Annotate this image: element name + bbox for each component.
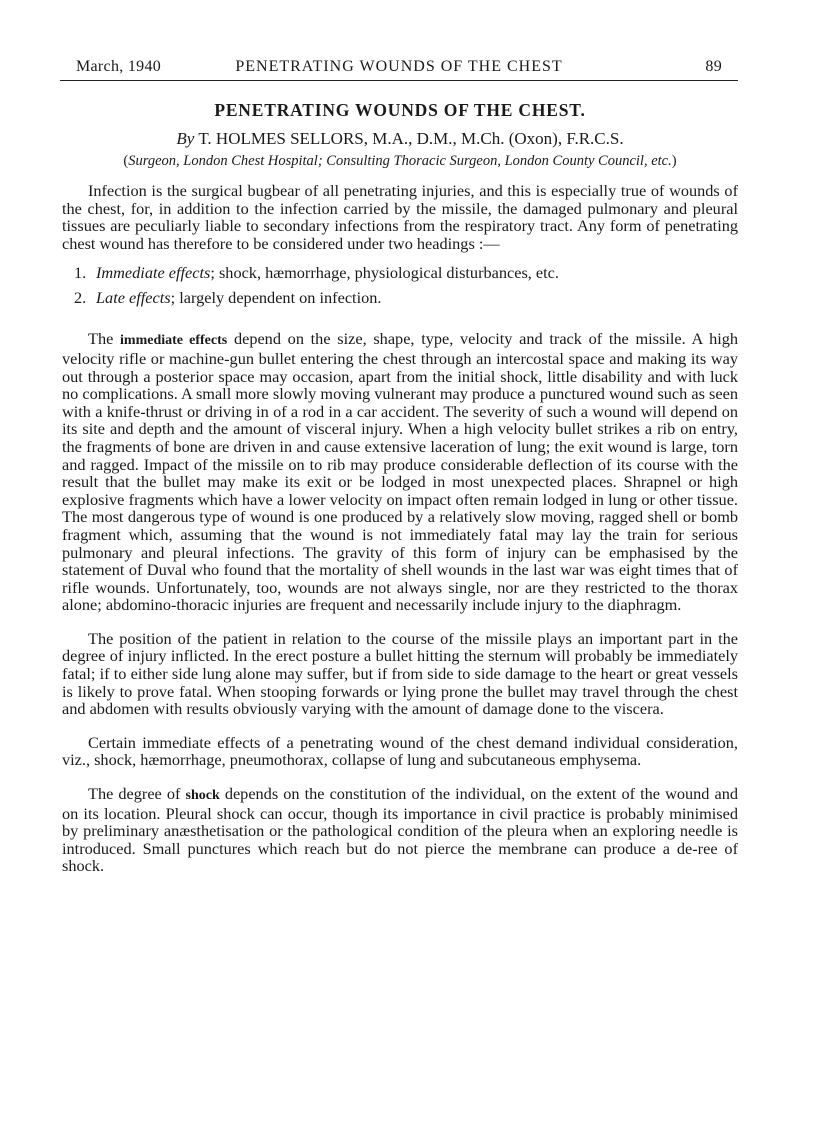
effects-list (62, 260, 738, 310)
article-body (62, 100, 738, 875)
list-item (62, 260, 738, 285)
list-text: ; largely dependent on infection. (170, 288, 382, 308)
individual-consideration-paragraph: Certain immediate effects of a penetrating wound of the chest demand individual consideration, viz., shock, hæmorrhage, pneumothorax, collapse of lung and subcutaneous emphysema. (62, 732, 738, 770)
list-number: 2. (74, 288, 87, 308)
author-affiliation: (Surgeon, London Chest Hospital; Consulting Thoracic Surgeon, London County Council, etc.) (123, 153, 677, 169)
affiliation-text: Surgeon, London Chest Hospital; Consulting Thoracic Surgeon, London County Council, etc. (128, 153, 672, 169)
issue-date: March, 1940 (76, 58, 162, 75)
patient-position-paragraph: The position of the patient in relation to the course of the missile plays an important part in the degree of injury inflicted. In the erect posture a bullet hitting the sternum will probably be immediately fatal; if to either side lung alone may suffer, but if from side to side damage to the heart or great vessels is likely to prove fatal. When stooping forwards or lying prone the bullet may travel through the chest and abdomen with results obviously varying with the amount of damage done to the viscera. (62, 628, 738, 719)
bold-term: immediate effects (120, 333, 228, 349)
list-number: 1. (74, 263, 87, 283)
list-term: Immediate effects (96, 263, 211, 283)
paragraph-text: depend on the size, shape, type, velocity and track of the missile. A high velocity rifle or machine-gun bullet entering the chest through an intercostal space and making its way out through a posterior space may occasion, apart from the initial shock, little disability and with luck no complications. A small more slowly moving vulnerant may produce a punctured wound such as seen with a knife-thrust or driving in of a rod in a car accident. The severity of such a wound will depend on its site and depth and the amount of visceral injury. When a high velocity bullet strikes a rib on entry, the fragments of bone are driven in and cause extensive laceration of lung; the exit wound is large, torn and ragged. Impact of the missile on to rib may produce considerable deflection of its course with the result that the bullet may make its exit or be lodged in most unexpected places. Shrapnel or high explosive fragments which have a lower velocity on impact often remain lodged in lung or other tissue. The most dangerous type of wound is one produced by a relatively slow moving, ragged shell or bomb fragment which, assuming that the wound is not immediately fatal may lay the train for serious pulmonary and pleural infections. The gravity of this form of injury can be emphasised by the statement of Duval who found that the mortality of shell wounds in the last war was eight times that of rifle wounds. Unfortunately, too, wounds are not always single, nor are they restricted to the thorax alone; abdomino-thoracic injuries are frequent and necessarily include injury to the diaphragm. (62, 329, 739, 615)
list-item (62, 285, 738, 310)
running-title: PENETRATING WOUNDS OF THE CHEST (235, 58, 563, 75)
by-prefix: By (176, 129, 195, 148)
shock-paragraph (62, 785, 738, 875)
author-name: T. HOLMES SELLORS, M.A., D.M., M.Ch. (Oxon), F.R.C.S. (198, 129, 624, 148)
list-term: Late effects (96, 288, 171, 308)
immediate-effects-paragraph (62, 330, 738, 614)
page-number: 89 (705, 58, 722, 75)
running-header (60, 56, 738, 81)
intro-paragraph: Infection is the surgical bugbear of all penetrating injuries, and this is especially true of wounds of the chest, for, in addition to the infection carried by the missile, the damaged pulmonary and pleural tissues are peculiarly liable to secondary infections from the respiratory tract. Any form of penetrating chest wound has therefore to be considered under two headings :— (62, 181, 738, 253)
bold-term: shock (185, 788, 220, 804)
byline (62, 129, 738, 149)
paragraph-lead: The (88, 329, 114, 349)
paragraph-text: depends on the constitution of the individual, on the extent of the wound and on its location. Pleural shock can occur, though its importance in civil practice is probably minimised by preliminary anæsthetisation or the pathological condition of the pleura when an exploring needle is introduced. Small punctures which reach but do not pierce the membrane can produce a de-ree of shock. (62, 784, 738, 876)
list-text: ; shock, hæmorrhage, physiological disturbances, etc. (210, 263, 559, 283)
paragraph-lead: The degree of (88, 784, 181, 804)
article-title: PENETRATING WOUNDS OF THE CHEST. (214, 100, 586, 120)
